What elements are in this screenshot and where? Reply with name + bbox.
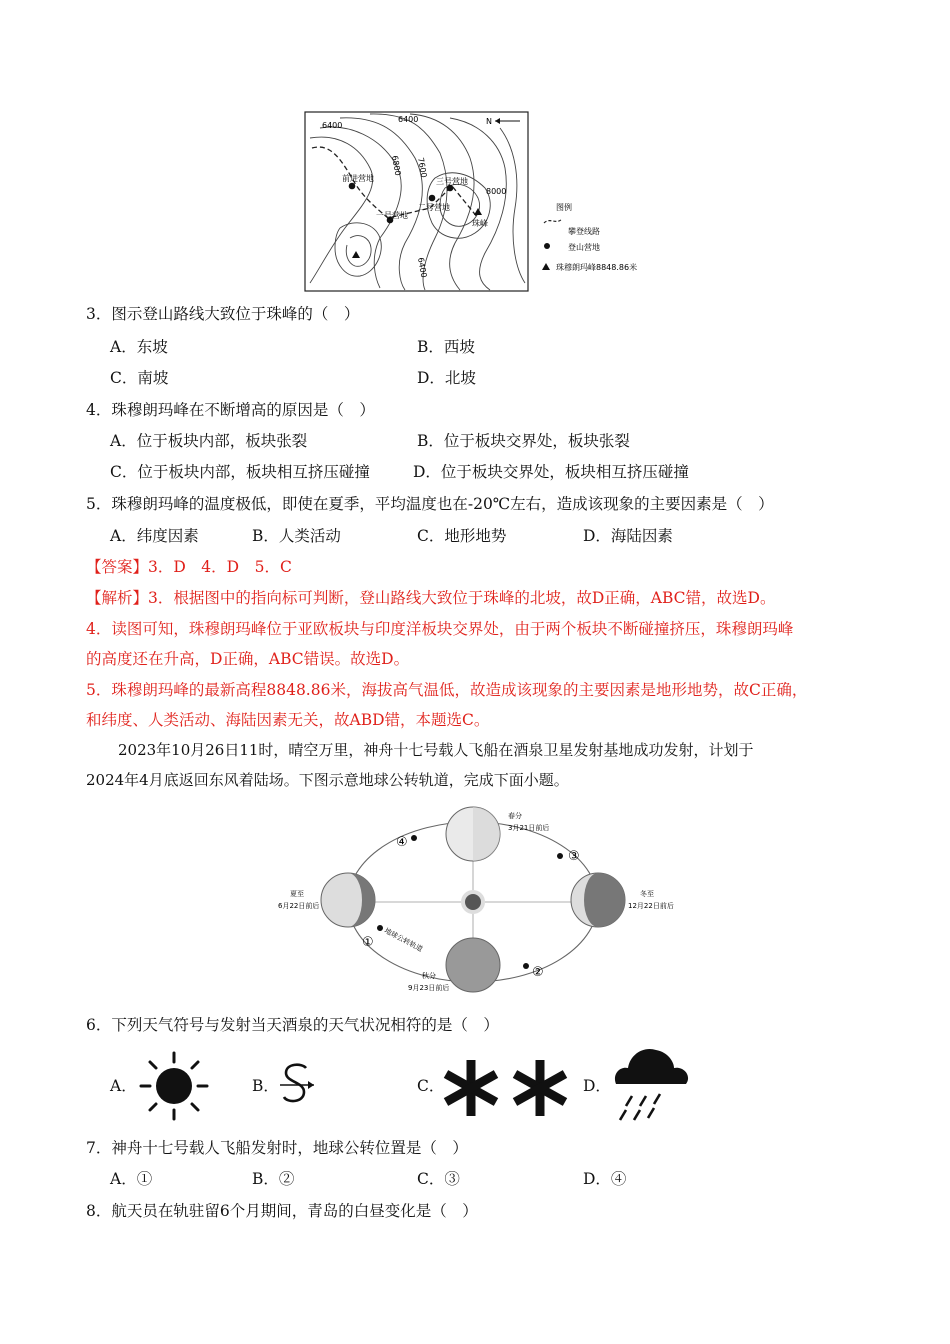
svg-text:6400: 6400	[322, 121, 343, 130]
svg-text:6800: 6800	[390, 154, 403, 177]
q5-option-a[interactable]: A．纬度因素	[110, 527, 199, 545]
q3-stem: 3．图示登山路线大致位于珠峰的（ ）	[86, 305, 360, 323]
orbit-position-1: ①	[362, 935, 374, 950]
legend-title: 图例	[556, 203, 572, 212]
svg-text:三号营地: 三号营地	[436, 177, 468, 186]
svg-text:夏至: 夏至	[290, 890, 304, 898]
svg-text:6400: 6400	[416, 256, 429, 279]
q4-option-a[interactable]: A．位于板块内部，板块张裂	[110, 432, 308, 450]
svg-text:秋分: 秋分	[422, 972, 436, 980]
q5-stem: 5．珠穆朗玛峰的温度极低，即使在夏季，平均温度也在-20℃左右，造成该现象的主要因素是（ ）	[86, 495, 774, 513]
passage-line-1: 2023年10月26日11时，晴空万里，神舟十七号载人飞船在酒泉卫星发射基地成功发射，计划于	[118, 741, 754, 759]
earth-spring	[446, 807, 500, 861]
analysis-line-3: 的高度还在升高，D正确，ABC错误。故选D。	[86, 650, 410, 668]
answer-tag: 【答案】	[86, 558, 149, 576]
q7-option-b[interactable]: B．②	[252, 1170, 295, 1188]
analysis-tag: 【解析】	[86, 589, 149, 607]
q6-option-b[interactable]: B．	[252, 1077, 279, 1095]
q3-option-b[interactable]: B．西坡	[417, 338, 475, 356]
earth-autumn	[446, 938, 500, 992]
svg-text:珠峰: 珠峰	[472, 219, 488, 228]
svg-text:7600: 7600	[416, 156, 429, 179]
sandstorm-icon[interactable]	[276, 1060, 326, 1110]
q3-option-d[interactable]: D．北坡	[417, 369, 476, 387]
q6-option-a[interactable]: A．	[110, 1077, 137, 1095]
q7-stem: 7．神舟十七号载人飞船发射时，地球公转位置是（ ）	[86, 1139, 468, 1157]
svg-text:登山营地: 登山营地	[568, 243, 600, 252]
svg-text:冬至: 冬至	[640, 890, 654, 898]
q6-stem: 6．下列天气符号与发射当天酒泉的天气状况相符的是（ ）	[86, 1016, 499, 1034]
svg-text:12月22日前后: 12月22日前后	[628, 902, 674, 910]
svg-text:9月23日前后: 9月23日前后	[408, 984, 450, 992]
q4-option-c[interactable]: C．位于板块内部，板块相互挤压碰撞	[110, 463, 370, 481]
svg-text:攀登线路: 攀登线路	[568, 227, 600, 236]
q7-option-a[interactable]: A．①	[110, 1170, 153, 1188]
analysis-line-5: 和纬度、人类活动、海陆因素无关，故ABD错，本题选C。	[86, 711, 490, 729]
passage-line-2: 2024年4月底返回东风着陆场。下图示意地球公转轨道，完成下面小题。	[86, 771, 569, 789]
orbit-position-4: ④	[396, 835, 408, 850]
analysis-line-4: 5．珠穆朗玛峰的最新高程8848.86米，海拔高气温低，故造成该现象的主要因素是地形地势，故C正确，	[86, 681, 808, 699]
earth-winter	[571, 873, 625, 927]
svg-text:8000: 8000	[486, 187, 507, 196]
answer-line	[86, 557, 292, 577]
q3-option-c[interactable]: C．南坡	[110, 369, 169, 387]
q3-option-a[interactable]: A．东坡	[110, 338, 168, 356]
q6-option-c[interactable]: C．	[417, 1077, 445, 1095]
q5-option-d[interactable]: D．海陆因素	[583, 527, 673, 545]
orbit-position-3: ③	[568, 849, 580, 864]
q5-option-b[interactable]: B．人类活动	[252, 527, 341, 545]
answer-text: 3．D 4．D 5．C	[148, 558, 292, 576]
sunny-icon[interactable]	[138, 1050, 210, 1122]
svg-text:6月22日前后: 6月22日前后	[278, 902, 320, 910]
svg-text:春分: 春分	[508, 812, 522, 820]
svg-text:前进营地: 前进营地	[342, 174, 374, 183]
everest-contour-map	[300, 108, 660, 294]
q6-option-d[interactable]: D．	[583, 1077, 611, 1095]
q4-stem: 4．珠穆朗玛峰在不断增高的原因是（ ）	[86, 401, 375, 419]
earth-orbit-diagram	[268, 800, 688, 1000]
sun-icon	[461, 890, 485, 914]
q4-option-b[interactable]: B．位于板块交界处，板块张裂	[417, 432, 630, 450]
q7-option-c[interactable]: C．③	[417, 1170, 460, 1188]
svg-text:地球公转轨道: 地球公转轨道	[383, 926, 424, 954]
svg-text:二号营地: 二号营地	[418, 203, 450, 212]
q5-option-c[interactable]: C．地形地势	[417, 527, 507, 545]
svg-text:6400: 6400	[398, 115, 419, 124]
q4-option-d[interactable]: D．位于板块交界处，板块相互挤压碰撞	[413, 463, 689, 481]
svg-text:一号营地: 一号营地	[376, 211, 408, 220]
north-label: N	[486, 117, 492, 126]
analysis-line-2: 4．读图可知，珠穆朗玛峰位于亚欧板块与印度洋板块交界处，由于两个板块不断碰撞挤压，珠穆朗玛峰	[86, 620, 794, 638]
earth-summer	[321, 873, 375, 927]
svg-text:3月21日前后: 3月21日前后	[508, 824, 550, 832]
analysis-line-1: 【解析】3．根据图中的指向标可判断，登山路线大致位于珠峰的北坡，故D正确，ABC错，故选D。	[86, 589, 776, 607]
orbit-position-2: ②	[532, 965, 544, 980]
q7-option-d[interactable]: D．④	[583, 1170, 627, 1188]
snowflake-icon[interactable]	[440, 1056, 580, 1120]
svg-text:珠穆朗玛峰8848.86米: 珠穆朗玛峰8848.86米	[556, 263, 638, 272]
q8-stem: 8．航天员在轨驻留6个月期间，青岛的白昼变化是（ ）	[86, 1202, 478, 1220]
rain-cloud-icon[interactable]	[610, 1044, 692, 1122]
